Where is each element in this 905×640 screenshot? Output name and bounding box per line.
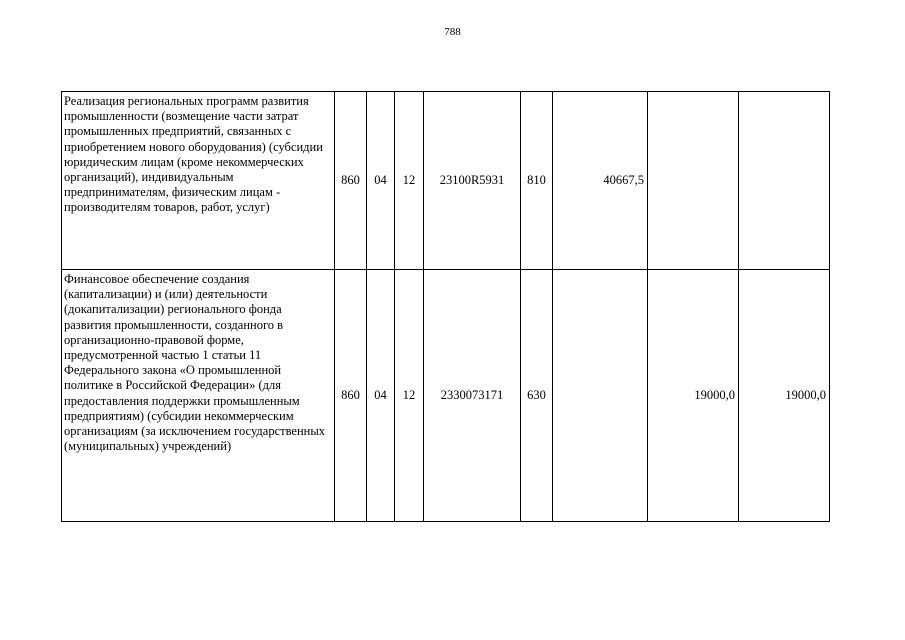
target-article-cell: 2330073171 [424, 270, 521, 522]
table-row [62, 270, 830, 522]
ministry-code-cell: 860 [335, 270, 367, 522]
subsection-code-cell: 12 [395, 270, 424, 522]
amount-cell-2 [648, 92, 739, 270]
budget-table [61, 91, 830, 522]
amount-cell-2: 19000,0 [648, 270, 739, 522]
table-row [62, 92, 830, 270]
amount-cell-1: 40667,5 [553, 92, 648, 270]
amount-cell-3: 19000,0 [739, 270, 830, 522]
expense-type-cell: 810 [521, 92, 553, 270]
amount-cell-1 [553, 270, 648, 522]
section-code-cell: 04 [367, 270, 395, 522]
page-number: 788 [444, 26, 461, 38]
target-article-cell: 23100R5931 [424, 92, 521, 270]
expense-type-cell: 630 [521, 270, 553, 522]
amount-cell-3 [739, 92, 830, 270]
description-cell: Реализация региональных программ развития промышленности (возмещение части затрат промышленных предприятий, связанных с приобретением нового оборудования) (субсидии юридическим лицам (кроме некоммерческих организаций), индивидуальным предпринимателям, физическим лицам - производителям товаров, работ, услуг) [62, 92, 335, 270]
ministry-code-cell: 860 [335, 92, 367, 270]
subsection-code-cell: 12 [395, 92, 424, 270]
section-code-cell: 04 [367, 92, 395, 270]
description-cell: Финансовое обеспечение создания (капитализации) и (или) деятельности (докапитализации) регионального фонда развития промышленности, созданного в организационно-правовой форме, предусмотренной частью 1 статьи 11 Федерального закона «О промышленной политике в Российской Федерации» (для предоставления поддержки промышленным предприятиям) (субсидии некоммерческим организациям (за исключением государственных (муниципальных) учреждений) [62, 270, 335, 522]
